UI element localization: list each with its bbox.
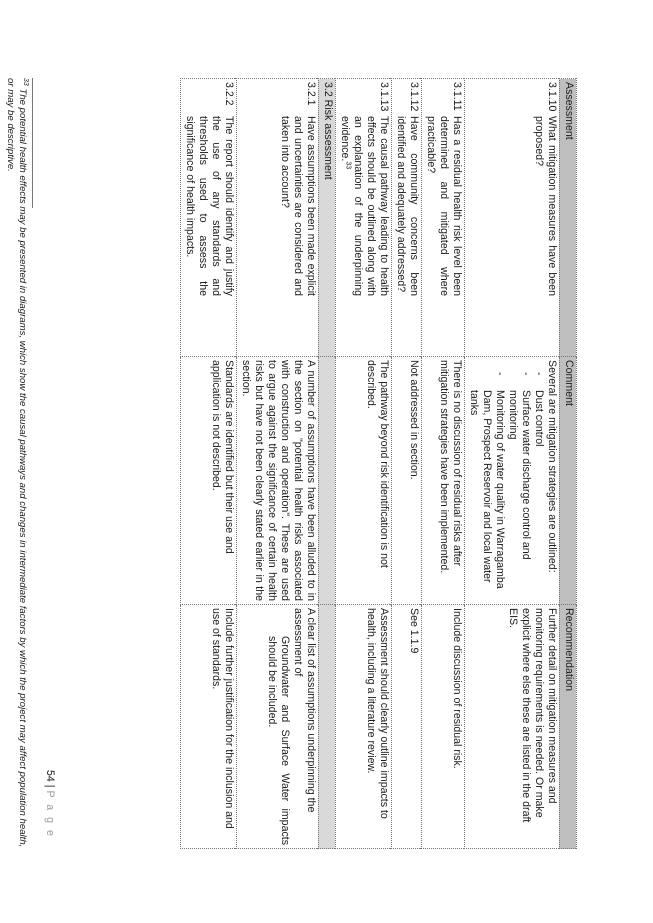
recommendation-cell: Assessment should clearly outline impacts to health, including a literature review.	[336, 605, 392, 849]
assessment-cell	[237, 79, 319, 357]
question-text: Have community concerns been identified and adequately addressed?	[395, 116, 420, 296]
question-text	[338, 116, 390, 296]
assessment-table	[180, 78, 577, 849]
comment-cell: There is no discussion of residual risks after mitigation strategies have been implemented.	[422, 357, 465, 605]
footnote	[4, 78, 28, 858]
comment-cell	[465, 357, 560, 605]
recommendation-cell: See 1.1.9	[392, 605, 422, 849]
assessment-cell	[392, 79, 422, 357]
question-number: 3.1.11	[451, 82, 463, 111]
recommendation-cell: Further detail on mitigation measures and monitoring requirements is needed. Or make explicit where else these are listed in the draft EIS.	[465, 605, 560, 849]
section-blank	[319, 357, 336, 605]
table-row	[336, 79, 392, 849]
recommendation-cell: Include further justification for the inclusion and use of standards.	[181, 605, 237, 849]
assessment-cell	[181, 79, 237, 357]
assessment-cell	[465, 79, 560, 357]
question-number: 3.1.13	[378, 82, 390, 112]
recommendation-cell	[237, 605, 319, 849]
page-label: P a g e	[44, 790, 56, 838]
footnote-text: The potential health effects may be presented in diagrams, which show the causal pathways and changes in intermediate factors by which the project may affect population health, or may be descriptive.	[5, 78, 28, 848]
table-row	[237, 79, 319, 849]
mitigation-list	[467, 360, 545, 601]
comment-intro: Several are mitigation strategies are outlined:	[546, 360, 558, 573]
assessment-cell	[336, 79, 392, 357]
question-text: Has a residual health risk level been determined and mitigated where practicable?	[425, 116, 463, 296]
list-item: - Monitoring of water quality in Warragamba Dam, Prospect Reservoir and local water tanks	[467, 390, 506, 601]
recommendation-intro: A clear list of assumptions underpinning the assessment of	[292, 608, 317, 813]
table-row	[181, 79, 237, 849]
footnote-reference: 33	[344, 161, 352, 170]
page-number	[44, 770, 56, 838]
header-comment: Comment	[560, 357, 577, 605]
header-recommendation: Recommendation	[560, 605, 577, 849]
table-row	[392, 79, 422, 849]
page-separator: |	[44, 784, 56, 788]
assessment-cell	[422, 79, 465, 357]
section-blank	[319, 605, 336, 849]
comment-cell: Not addressed in section.	[392, 357, 422, 605]
table-row	[422, 79, 465, 849]
recommendation-cell: Include discussion of residual risk.	[422, 605, 465, 849]
question-body: The causal pathway leading to health effects should be outlined along with an explanation of the underpinning evidence.	[339, 116, 390, 296]
list-item: - Dust control	[532, 390, 545, 601]
list-item: - Surface water discharge control and monitoring	[506, 390, 532, 601]
question-text: Have assumptions been made explicit and uncertainties are considered and taken into account?	[279, 116, 317, 296]
question-number: 3.2.2	[223, 82, 235, 106]
question-number: 3.1.12	[408, 82, 420, 112]
question-text: What mitigation measures have been proposed?	[533, 116, 558, 296]
footnote-divider	[32, 78, 33, 208]
recommendation-rest: Groundwater and Surface Water impacts should be included.	[266, 636, 291, 845]
question-text: The report should identify and justify the use of any standards and thresholds used to assess the significance of health impacts.	[184, 116, 235, 296]
header-assessment: Assessment	[560, 79, 577, 357]
section-row	[319, 79, 336, 849]
comment-cell: The pathway beyond risk identification is not described.	[336, 357, 392, 605]
footnote-number: 33	[22, 78, 30, 86]
section-title: 3.2 Risk assessment	[319, 79, 336, 357]
question-number: 3.1.10	[546, 82, 558, 112]
page-number-value: 54	[44, 770, 56, 782]
question-number: 3.2.1	[305, 82, 317, 106]
table-header-row	[560, 79, 577, 849]
comment-cell: Standards are identified but their use and application is not described.	[181, 357, 237, 605]
comment-cell: A number of assumptions have been alluded to in the section on "potential health risks associated with construction and operation". These are used to argue against the significance of certain health risks but have not been clearly stated earlier in the section.	[237, 357, 319, 605]
table-row	[465, 79, 560, 849]
